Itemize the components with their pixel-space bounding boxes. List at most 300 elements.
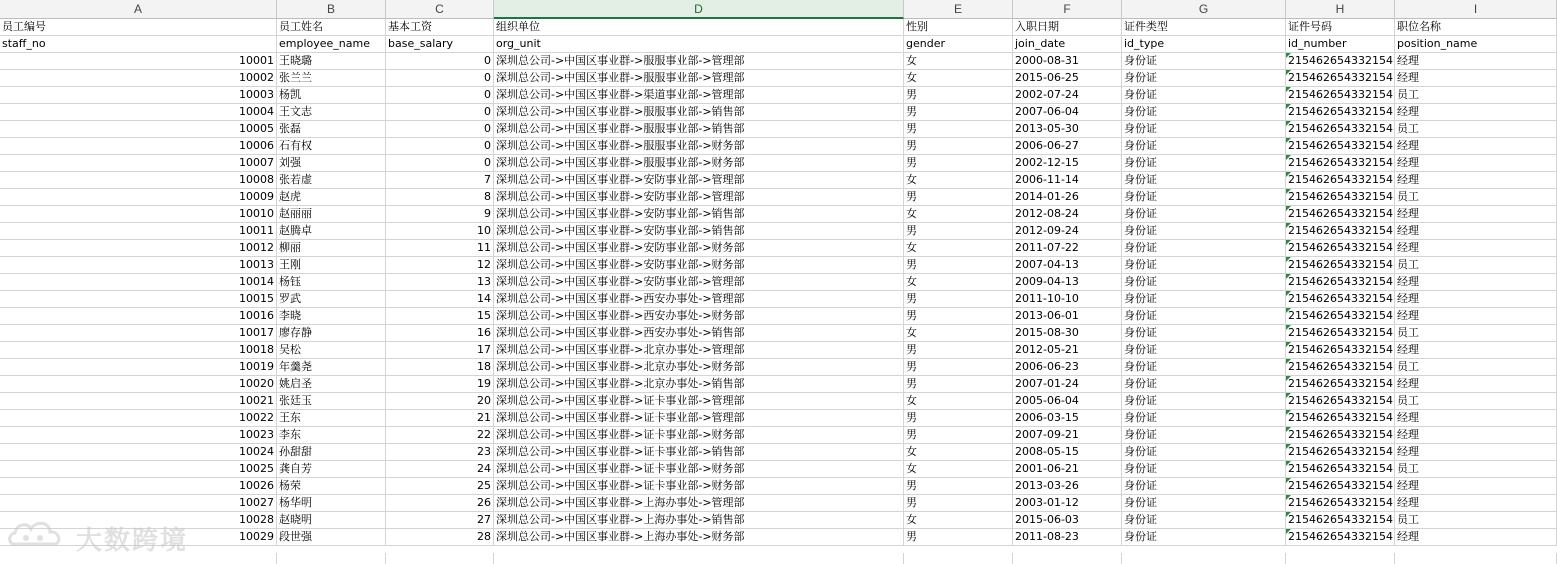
cell-h[interactable] (1286, 308, 1395, 325)
cell-text: 10004 (239, 105, 274, 118)
cell-c[interactable] (386, 223, 494, 240)
cell-b[interactable] (277, 495, 386, 512)
cell-f[interactable] (1013, 308, 1122, 325)
cell-i[interactable] (1395, 444, 1557, 461)
cell-c[interactable] (386, 444, 494, 461)
cell-g[interactable] (1122, 19, 1286, 36)
cell-f[interactable] (1013, 495, 1122, 512)
cell-i[interactable] (1395, 325, 1557, 342)
cell-e[interactable] (904, 257, 1013, 274)
cell-i[interactable] (1395, 427, 1557, 444)
cell-h[interactable] (1286, 206, 1395, 223)
column-header-c[interactable]: C (386, 0, 494, 19)
cell-d[interactable] (494, 155, 904, 172)
cell-d[interactable] (494, 529, 904, 546)
cell-h[interactable] (1286, 155, 1395, 172)
cell-h[interactable] (1286, 529, 1395, 546)
cell-g[interactable] (1122, 36, 1286, 53)
cell-i[interactable] (1395, 70, 1557, 87)
column-header-f[interactable]: F (1013, 0, 1122, 19)
cell-c[interactable] (386, 478, 494, 495)
cell-e[interactable] (904, 70, 1013, 87)
cell-b[interactable] (277, 410, 386, 427)
cell-d[interactable] (494, 53, 904, 70)
cell-g[interactable] (1122, 274, 1286, 291)
cell-e[interactable] (904, 461, 1013, 478)
cell-g[interactable] (1122, 104, 1286, 121)
cell-a[interactable] (0, 189, 277, 206)
cell-i[interactable] (1395, 393, 1557, 410)
cell-c[interactable] (386, 342, 494, 359)
cell-f[interactable] (1013, 121, 1122, 138)
cell-f[interactable] (1013, 529, 1122, 546)
cell-b[interactable] (277, 274, 386, 291)
cell-c[interactable] (386, 206, 494, 223)
cell-i[interactable] (1395, 257, 1557, 274)
cell-e[interactable] (904, 189, 1013, 206)
cell-h[interactable] (1286, 240, 1395, 257)
cell-a[interactable] (0, 121, 277, 138)
cell-c[interactable] (386, 70, 494, 87)
cell-a[interactable] (0, 393, 277, 410)
cell-c[interactable] (386, 291, 494, 308)
cell-b[interactable] (277, 325, 386, 342)
cell-b[interactable] (277, 512, 386, 529)
cell-g[interactable] (1122, 308, 1286, 325)
cell-c[interactable] (386, 240, 494, 257)
cell-g[interactable] (1122, 240, 1286, 257)
cell-c[interactable] (386, 36, 494, 53)
cell-h[interactable] (1286, 393, 1395, 410)
cell-f[interactable] (1013, 444, 1122, 461)
cell-i[interactable] (1395, 189, 1557, 206)
cell-c[interactable] (386, 325, 494, 342)
cell-h[interactable] (1286, 461, 1395, 478)
cell-f[interactable] (1013, 257, 1122, 274)
empty-cell[interactable] (1013, 553, 1122, 564)
cell-a[interactable] (0, 19, 277, 36)
cell-g[interactable] (1122, 478, 1286, 495)
cell-d[interactable] (494, 223, 904, 240)
cell-g[interactable] (1122, 325, 1286, 342)
cell-a[interactable] (0, 478, 277, 495)
cell-d[interactable] (494, 70, 904, 87)
cell-h[interactable] (1286, 478, 1395, 495)
cell-e[interactable] (904, 240, 1013, 257)
cell-g[interactable] (1122, 138, 1286, 155)
cell-d[interactable] (494, 291, 904, 308)
cell-a[interactable] (0, 155, 277, 172)
cell-i[interactable] (1395, 342, 1557, 359)
cell-h[interactable] (1286, 189, 1395, 206)
cell-d[interactable] (494, 461, 904, 478)
cell-i[interactable] (1395, 291, 1557, 308)
cell-c[interactable] (386, 87, 494, 104)
empty-cell[interactable] (494, 553, 904, 564)
column-header-h[interactable]: H (1286, 0, 1395, 19)
cell-h[interactable] (1286, 291, 1395, 308)
cell-i[interactable] (1395, 512, 1557, 529)
cell-i[interactable] (1395, 478, 1557, 495)
cell-b[interactable] (277, 342, 386, 359)
cell-h[interactable] (1286, 342, 1395, 359)
cell-e[interactable] (904, 274, 1013, 291)
cell-g[interactable] (1122, 376, 1286, 393)
cell-f[interactable] (1013, 206, 1122, 223)
empty-cell[interactable] (386, 553, 494, 564)
cell-h[interactable] (1286, 376, 1395, 393)
cell-b[interactable] (277, 121, 386, 138)
cell-g[interactable] (1122, 342, 1286, 359)
cell-h[interactable] (1286, 36, 1395, 53)
cell-h[interactable] (1286, 427, 1395, 444)
cell-i[interactable] (1395, 104, 1557, 121)
cell-g[interactable] (1122, 257, 1286, 274)
cell-i[interactable] (1395, 19, 1557, 36)
cell-g[interactable] (1122, 410, 1286, 427)
cell-e[interactable] (904, 172, 1013, 189)
cell-h[interactable] (1286, 359, 1395, 376)
cell-i[interactable] (1395, 121, 1557, 138)
cell-e[interactable] (904, 155, 1013, 172)
cell-h[interactable] (1286, 257, 1395, 274)
cell-d[interactable] (494, 376, 904, 393)
cell-b[interactable] (277, 308, 386, 325)
cell-f[interactable] (1013, 138, 1122, 155)
cell-f[interactable] (1013, 104, 1122, 121)
cell-b[interactable] (277, 19, 386, 36)
cell-a[interactable] (0, 461, 277, 478)
cell-c[interactable] (386, 376, 494, 393)
cell-i[interactable] (1395, 274, 1557, 291)
cell-c[interactable] (386, 189, 494, 206)
cell-d[interactable] (494, 121, 904, 138)
cell-b[interactable] (277, 291, 386, 308)
cell-e[interactable] (904, 206, 1013, 223)
cell-g[interactable] (1122, 427, 1286, 444)
cell-h[interactable] (1286, 444, 1395, 461)
cell-c[interactable] (386, 19, 494, 36)
cell-a[interactable] (0, 274, 277, 291)
cell-h[interactable] (1286, 138, 1395, 155)
cell-b[interactable] (277, 189, 386, 206)
cell-text: 2011-10-10 (1015, 292, 1079, 305)
cell-d[interactable] (494, 19, 904, 36)
cell-b[interactable] (277, 444, 386, 461)
cell-g[interactable] (1122, 223, 1286, 240)
cell-a[interactable] (0, 308, 277, 325)
cell-d[interactable] (494, 393, 904, 410)
cell-h[interactable] (1286, 104, 1395, 121)
cell-e[interactable] (904, 291, 1013, 308)
cell-b[interactable] (277, 240, 386, 257)
cell-f[interactable] (1013, 172, 1122, 189)
cell-text: 经理 (1397, 292, 1419, 305)
cell-a[interactable] (0, 427, 277, 444)
cell-e[interactable] (904, 444, 1013, 461)
cell-g[interactable] (1122, 393, 1286, 410)
cell-b[interactable] (277, 104, 386, 121)
cell-b[interactable] (277, 223, 386, 240)
cell-f[interactable] (1013, 427, 1122, 444)
cell-a[interactable] (0, 104, 277, 121)
cell-c[interactable] (386, 512, 494, 529)
cell-f[interactable] (1013, 291, 1122, 308)
cell-b[interactable] (277, 172, 386, 189)
cell-i[interactable] (1395, 206, 1557, 223)
cell-d[interactable] (494, 359, 904, 376)
cell-d[interactable] (494, 257, 904, 274)
cell-a[interactable] (0, 444, 277, 461)
cell-b[interactable] (277, 36, 386, 53)
cell-e[interactable] (904, 308, 1013, 325)
cell-a[interactable] (0, 325, 277, 342)
cell-a[interactable] (0, 359, 277, 376)
cell-i[interactable] (1395, 36, 1557, 53)
cell-d[interactable] (494, 172, 904, 189)
cell-a[interactable] (0, 70, 277, 87)
cell-b[interactable] (277, 70, 386, 87)
cell-f[interactable] (1013, 155, 1122, 172)
cell-h[interactable] (1286, 495, 1395, 512)
cell-a[interactable] (0, 172, 277, 189)
column-header-e[interactable]: E (904, 0, 1013, 19)
cell-b[interactable] (277, 529, 386, 546)
cell-h[interactable] (1286, 87, 1395, 104)
cell-c[interactable] (386, 410, 494, 427)
cell-b[interactable] (277, 393, 386, 410)
cell-c[interactable] (386, 461, 494, 478)
cell-e[interactable] (904, 478, 1013, 495)
cell-e[interactable] (904, 410, 1013, 427)
cell-i[interactable] (1395, 53, 1557, 70)
cell-h[interactable] (1286, 53, 1395, 70)
cell-e[interactable] (904, 393, 1013, 410)
cell-i[interactable] (1395, 138, 1557, 155)
cell-e[interactable] (904, 19, 1013, 36)
cell-d[interactable] (494, 274, 904, 291)
cell-g[interactable] (1122, 206, 1286, 223)
cell-f[interactable] (1013, 461, 1122, 478)
cell-i[interactable] (1395, 495, 1557, 512)
cell-g[interactable] (1122, 172, 1286, 189)
cell-f[interactable] (1013, 512, 1122, 529)
cell-f[interactable] (1013, 189, 1122, 206)
cell-a[interactable] (0, 53, 277, 70)
cell-a[interactable] (0, 291, 277, 308)
cell-f[interactable] (1013, 53, 1122, 70)
cell-e[interactable] (904, 87, 1013, 104)
cell-b[interactable] (277, 155, 386, 172)
cell-g[interactable] (1122, 87, 1286, 104)
cell-c[interactable] (386, 427, 494, 444)
cell-a[interactable] (0, 342, 277, 359)
cell-h[interactable] (1286, 172, 1395, 189)
cell-b[interactable] (277, 206, 386, 223)
cell-a[interactable] (0, 36, 277, 53)
cell-c[interactable] (386, 172, 494, 189)
cell-g[interactable] (1122, 70, 1286, 87)
cell-d[interactable] (494, 308, 904, 325)
cell-c[interactable] (386, 155, 494, 172)
cell-a[interactable] (0, 138, 277, 155)
cell-a[interactable] (0, 87, 277, 104)
empty-cell[interactable] (277, 553, 386, 564)
cell-c[interactable] (386, 138, 494, 155)
cell-d[interactable] (494, 444, 904, 461)
cell-d[interactable] (494, 87, 904, 104)
cell-c[interactable] (386, 308, 494, 325)
cell-d[interactable] (494, 138, 904, 155)
cell-d[interactable] (494, 104, 904, 121)
cell-i[interactable] (1395, 87, 1557, 104)
cell-e[interactable] (904, 53, 1013, 70)
cell-c[interactable] (386, 274, 494, 291)
cell-a[interactable] (0, 206, 277, 223)
cell-f[interactable] (1013, 376, 1122, 393)
cell-h[interactable] (1286, 19, 1395, 36)
cell-d[interactable] (494, 427, 904, 444)
cell-c[interactable] (386, 257, 494, 274)
cell-c[interactable] (386, 529, 494, 546)
cell-f[interactable] (1013, 223, 1122, 240)
cell-i[interactable] (1395, 172, 1557, 189)
cell-i[interactable] (1395, 155, 1557, 172)
cell-c[interactable] (386, 495, 494, 512)
empty-cell[interactable] (904, 553, 1013, 564)
cell-text: 深圳总公司->中国区事业群->证卡事业部->管理部 (496, 394, 745, 407)
cell-e[interactable] (904, 512, 1013, 529)
cell-h[interactable] (1286, 223, 1395, 240)
cell-d[interactable] (494, 206, 904, 223)
cell-b[interactable] (277, 53, 386, 70)
cell-g[interactable] (1122, 495, 1286, 512)
cell-i[interactable] (1395, 410, 1557, 427)
cell-f[interactable] (1013, 410, 1122, 427)
cell-b[interactable] (277, 87, 386, 104)
cell-d[interactable] (494, 325, 904, 342)
error-indicator-icon (1286, 529, 1291, 534)
cell-b[interactable] (277, 359, 386, 376)
cell-h[interactable] (1286, 274, 1395, 291)
cell-b[interactable] (277, 376, 386, 393)
cell-b[interactable] (277, 257, 386, 274)
cell-g[interactable] (1122, 189, 1286, 206)
cell-f[interactable] (1013, 478, 1122, 495)
cell-b[interactable] (277, 461, 386, 478)
cell-e[interactable] (904, 138, 1013, 155)
cell-e[interactable] (904, 495, 1013, 512)
column-header-i[interactable]: I (1395, 0, 1557, 19)
cell-g[interactable] (1122, 461, 1286, 478)
cell-a[interactable] (0, 240, 277, 257)
cell-d[interactable] (494, 495, 904, 512)
cell-e[interactable] (904, 342, 1013, 359)
cell-d[interactable] (494, 512, 904, 529)
cell-g[interactable] (1122, 444, 1286, 461)
cell-g[interactable] (1122, 121, 1286, 138)
cell-g[interactable] (1122, 155, 1286, 172)
cell-h[interactable] (1286, 512, 1395, 529)
cell-i[interactable] (1395, 240, 1557, 257)
cell-b[interactable] (277, 427, 386, 444)
cell-f[interactable] (1013, 359, 1122, 376)
cell-a[interactable] (0, 223, 277, 240)
cell-g[interactable] (1122, 359, 1286, 376)
cell-d[interactable] (494, 410, 904, 427)
cell-g[interactable] (1122, 529, 1286, 546)
cell-f[interactable] (1013, 325, 1122, 342)
cell-i[interactable] (1395, 359, 1557, 376)
cell-f[interactable] (1013, 240, 1122, 257)
cell-a[interactable] (0, 410, 277, 427)
cell-g[interactable] (1122, 53, 1286, 70)
cell-e[interactable] (904, 325, 1013, 342)
cell-h[interactable] (1286, 70, 1395, 87)
cell-h[interactable] (1286, 410, 1395, 427)
cell-i[interactable] (1395, 461, 1557, 478)
cell-a[interactable] (0, 495, 277, 512)
cell-a[interactable] (0, 376, 277, 393)
cell-h[interactable] (1286, 325, 1395, 342)
cell-e[interactable] (904, 121, 1013, 138)
cell-i[interactable] (1395, 223, 1557, 240)
cell-h[interactable] (1286, 121, 1395, 138)
empty-cell[interactable] (1286, 553, 1395, 564)
empty-cell[interactable] (1122, 553, 1286, 564)
cell-a[interactable] (0, 257, 277, 274)
cell-e[interactable] (904, 36, 1013, 53)
cell-f[interactable] (1013, 19, 1122, 36)
cell-d[interactable] (494, 342, 904, 359)
cell-b[interactable] (277, 138, 386, 155)
cell-c[interactable] (386, 121, 494, 138)
cell-e[interactable] (904, 104, 1013, 121)
cell-e[interactable] (904, 359, 1013, 376)
cell-g[interactable] (1122, 512, 1286, 529)
cell-e[interactable] (904, 427, 1013, 444)
column-header-a[interactable]: A (0, 0, 277, 19)
empty-cell[interactable] (1395, 553, 1557, 564)
cell-text: 0 (484, 105, 491, 118)
cell-i[interactable] (1395, 529, 1557, 546)
cell-i[interactable] (1395, 308, 1557, 325)
cell-f[interactable] (1013, 393, 1122, 410)
cell-f[interactable] (1013, 342, 1122, 359)
cell-f[interactable] (1013, 70, 1122, 87)
cell-c[interactable] (386, 104, 494, 121)
cell-f[interactable] (1013, 87, 1122, 104)
cell-e[interactable] (904, 376, 1013, 393)
cell-c[interactable] (386, 359, 494, 376)
cell-f[interactable] (1013, 274, 1122, 291)
cell-d[interactable] (494, 478, 904, 495)
cell-d[interactable] (494, 189, 904, 206)
cell-c[interactable] (386, 53, 494, 70)
column-header-d[interactable]: D (494, 0, 904, 19)
cell-e[interactable] (904, 223, 1013, 240)
cell-i[interactable] (1395, 376, 1557, 393)
cell-b[interactable] (277, 478, 386, 495)
cell-d[interactable] (494, 240, 904, 257)
cell-e[interactable] (904, 529, 1013, 546)
cell-g[interactable] (1122, 291, 1286, 308)
column-header-g[interactable]: G (1122, 0, 1286, 19)
cell-f[interactable] (1013, 36, 1122, 53)
column-header-b[interactable]: B (277, 0, 386, 19)
cell-d[interactable] (494, 36, 904, 53)
cell-c[interactable] (386, 393, 494, 410)
